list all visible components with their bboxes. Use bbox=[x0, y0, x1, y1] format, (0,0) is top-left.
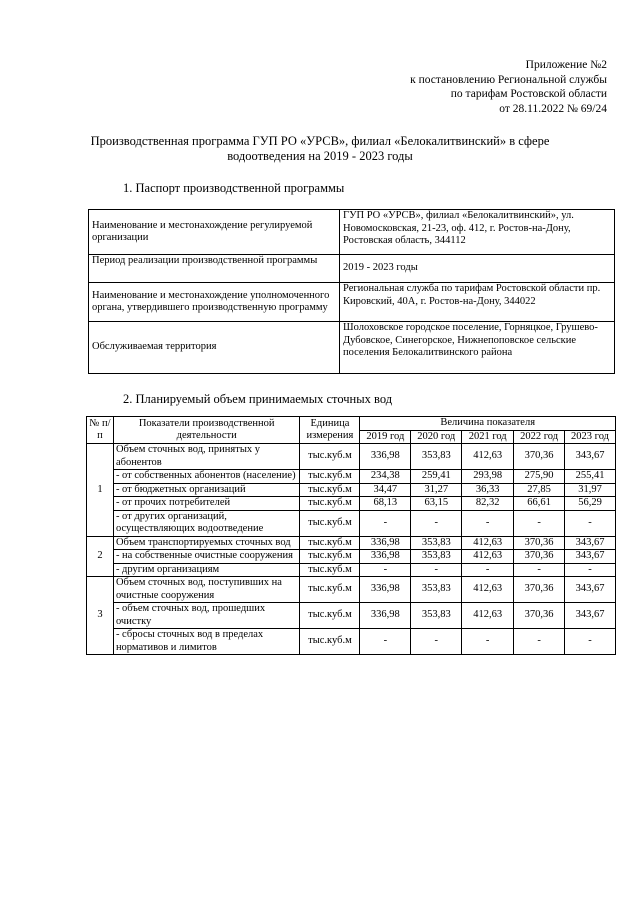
row-label: - на собственные очистные сооружения bbox=[113, 550, 300, 564]
table-row bbox=[87, 470, 616, 484]
row-label: - от собственных абонентов (население) bbox=[113, 470, 300, 484]
header-year: 2021 год bbox=[462, 430, 514, 444]
row-value: 412,63 bbox=[462, 536, 514, 550]
header-unit: Единица измерения bbox=[300, 417, 360, 444]
row-value: 370,36 bbox=[514, 577, 565, 603]
section-1-heading: 1. Паспорт производственной программы bbox=[123, 181, 345, 195]
row-value: 63,15 bbox=[411, 497, 462, 511]
row-unit: тыс.куб.м bbox=[300, 510, 360, 536]
row-value: 353,83 bbox=[411, 536, 462, 550]
row-value: - bbox=[462, 510, 514, 536]
row-label: Объем сточных вод, принятых у абонентов bbox=[113, 444, 300, 470]
row-value: 343,67 bbox=[565, 603, 616, 629]
row-value: 412,63 bbox=[462, 577, 514, 603]
row-unit: тыс.куб.м bbox=[300, 563, 360, 577]
passport-label: Обслуживаемая территория bbox=[89, 322, 340, 374]
row-unit: тыс.куб.м bbox=[300, 603, 360, 629]
row-value: 259,41 bbox=[411, 470, 462, 484]
row-value: 343,67 bbox=[565, 444, 616, 470]
header-year: 2022 год bbox=[514, 430, 565, 444]
table-row bbox=[87, 603, 616, 629]
row-value: 56,29 bbox=[565, 497, 616, 511]
row-value: 31,97 bbox=[565, 483, 616, 497]
row-unit: тыс.куб.м bbox=[300, 483, 360, 497]
row-value: 336,98 bbox=[360, 444, 411, 470]
row-value: - bbox=[360, 510, 411, 536]
appendix-date: от 28.11.2022 № 69/24 bbox=[499, 102, 607, 115]
appendix-number: Приложение №2 bbox=[525, 59, 607, 71]
row-value: 27,85 bbox=[514, 483, 565, 497]
row-value: - bbox=[360, 563, 411, 577]
row-value: - bbox=[514, 629, 565, 655]
header-num: № п/п bbox=[87, 417, 114, 444]
title-line-1: Производственная программа ГУП РО «УРСВ», филиал «Белокалитвинский» в сфере bbox=[90, 134, 550, 148]
row-value: - bbox=[565, 563, 616, 577]
row-unit: тыс.куб.м bbox=[300, 629, 360, 655]
row-value: - bbox=[462, 629, 514, 655]
row-value: 353,83 bbox=[411, 444, 462, 470]
appendix-header bbox=[410, 58, 607, 116]
row-value: 412,63 bbox=[462, 550, 514, 564]
row-value: - bbox=[565, 629, 616, 655]
row-value: 82,32 bbox=[462, 497, 514, 511]
header-year: 2023 год bbox=[565, 430, 616, 444]
row-value: 343,67 bbox=[565, 577, 616, 603]
row-value: 31,27 bbox=[411, 483, 462, 497]
row-value: 255,41 bbox=[565, 470, 616, 484]
passport-row bbox=[89, 210, 615, 255]
row-value: 234,38 bbox=[360, 470, 411, 484]
row-label: - сбросы сточных вод в пределах нормативов и лимитов bbox=[113, 629, 300, 655]
passport-value: Региональная служба по тарифам Ростовской области пр. Кировский, 40А, г. Ростов-на-Дону, 344022 bbox=[340, 283, 615, 322]
row-value: 370,36 bbox=[514, 550, 565, 564]
row-value: 68,13 bbox=[360, 497, 411, 511]
row-label: - объем сточных вод, прошедших очистку bbox=[113, 603, 300, 629]
table-row bbox=[87, 577, 616, 603]
row-value: - bbox=[411, 510, 462, 536]
row-value: 336,98 bbox=[360, 577, 411, 603]
passport-label: Наименование и местонахождение регулируемой организации bbox=[89, 210, 340, 255]
row-value: 370,36 bbox=[514, 536, 565, 550]
row-unit: тыс.куб.м bbox=[300, 497, 360, 511]
passport-table bbox=[88, 209, 615, 374]
row-value: 34,47 bbox=[360, 483, 411, 497]
header-year: 2020 год bbox=[411, 430, 462, 444]
row-unit: тыс.куб.м bbox=[300, 470, 360, 484]
table-row bbox=[87, 497, 616, 511]
row-value: 353,83 bbox=[411, 550, 462, 564]
row-value: - bbox=[462, 563, 514, 577]
row-value: - bbox=[514, 563, 565, 577]
table-row bbox=[87, 550, 616, 564]
row-value: 36,33 bbox=[462, 483, 514, 497]
table-row bbox=[87, 483, 616, 497]
row-label: - другим организациям bbox=[113, 563, 300, 577]
row-label: Объем сточных вод, поступивших на очистные сооружения bbox=[113, 577, 300, 603]
row-num: 2 bbox=[87, 536, 114, 577]
table-row bbox=[87, 510, 616, 536]
row-label: - от других организаций, осуществляющих водоотведение bbox=[113, 510, 300, 536]
row-value: - bbox=[514, 510, 565, 536]
row-value: - bbox=[411, 629, 462, 655]
section-2-heading: 2. Планируемый объем принимаемых сточных вод bbox=[123, 392, 393, 406]
row-value: 412,63 bbox=[462, 603, 514, 629]
document-title bbox=[80, 134, 560, 164]
table-row bbox=[87, 444, 616, 470]
passport-row bbox=[89, 322, 615, 374]
row-value: - bbox=[565, 510, 616, 536]
passport-value: Шолоховское городское поселение, Горняцкое, Грушево-Дубовское, Синегорское, Нижнепоповское сельские поселения Белокалитвинского района bbox=[340, 322, 615, 374]
appendix-line-2: к постановлению Региональной службы bbox=[410, 73, 607, 86]
row-value: 336,98 bbox=[360, 603, 411, 629]
row-value: 370,36 bbox=[514, 603, 565, 629]
passport-row bbox=[89, 255, 615, 283]
header-indicator: Показатели производственной деятельности bbox=[113, 417, 300, 444]
row-value: 66,61 bbox=[514, 497, 565, 511]
row-value: 412,63 bbox=[462, 444, 514, 470]
row-value: 343,67 bbox=[565, 536, 616, 550]
row-unit: тыс.куб.м bbox=[300, 444, 360, 470]
row-value: 336,98 bbox=[360, 550, 411, 564]
row-label: Объем транспортируемых сточных вод bbox=[113, 536, 300, 550]
row-unit: тыс.куб.м bbox=[300, 577, 360, 603]
title-line-2: водоотведения на 2019 - 2023 годы bbox=[227, 149, 413, 163]
row-num: 3 bbox=[87, 577, 114, 655]
row-unit: тыс.куб.м bbox=[300, 536, 360, 550]
row-num: 1 bbox=[87, 444, 114, 537]
passport-row bbox=[89, 283, 615, 322]
row-value: 353,83 bbox=[411, 603, 462, 629]
table-row bbox=[87, 563, 616, 577]
row-value: - bbox=[411, 563, 462, 577]
passport-label: Период реализации производственной программы bbox=[89, 255, 340, 283]
header-row bbox=[87, 417, 616, 431]
row-value: 353,83 bbox=[411, 577, 462, 603]
row-value: 275,90 bbox=[514, 470, 565, 484]
row-value: 370,36 bbox=[514, 444, 565, 470]
row-value: 336,98 bbox=[360, 536, 411, 550]
volume-table bbox=[86, 416, 616, 655]
passport-label: Наименование и местонахождение уполномоченного органа, утвердившего производственную программу bbox=[89, 283, 340, 322]
header-value-group: Величина показателя bbox=[360, 417, 616, 431]
row-unit: тыс.куб.м bbox=[300, 550, 360, 564]
table-row bbox=[87, 629, 616, 655]
passport-value: 2019 - 2023 годы bbox=[340, 255, 615, 283]
row-label: - от прочих потребителей bbox=[113, 497, 300, 511]
table-row bbox=[87, 536, 616, 550]
row-value: 343,67 bbox=[565, 550, 616, 564]
passport-value: ГУП РО «УРСВ», филиал «Белокалитвинский», ул. Новомосковская, 21-23, оф. 412, г. Ростов-на-Дону, Ростовская область, 344112 bbox=[340, 210, 615, 255]
row-value: 293,98 bbox=[462, 470, 514, 484]
row-value: - bbox=[360, 629, 411, 655]
appendix-line-3: по тарифам Ростовской области bbox=[450, 88, 607, 100]
row-label: - от бюджетных организаций bbox=[113, 483, 300, 497]
header-year: 2019 год bbox=[360, 430, 411, 444]
